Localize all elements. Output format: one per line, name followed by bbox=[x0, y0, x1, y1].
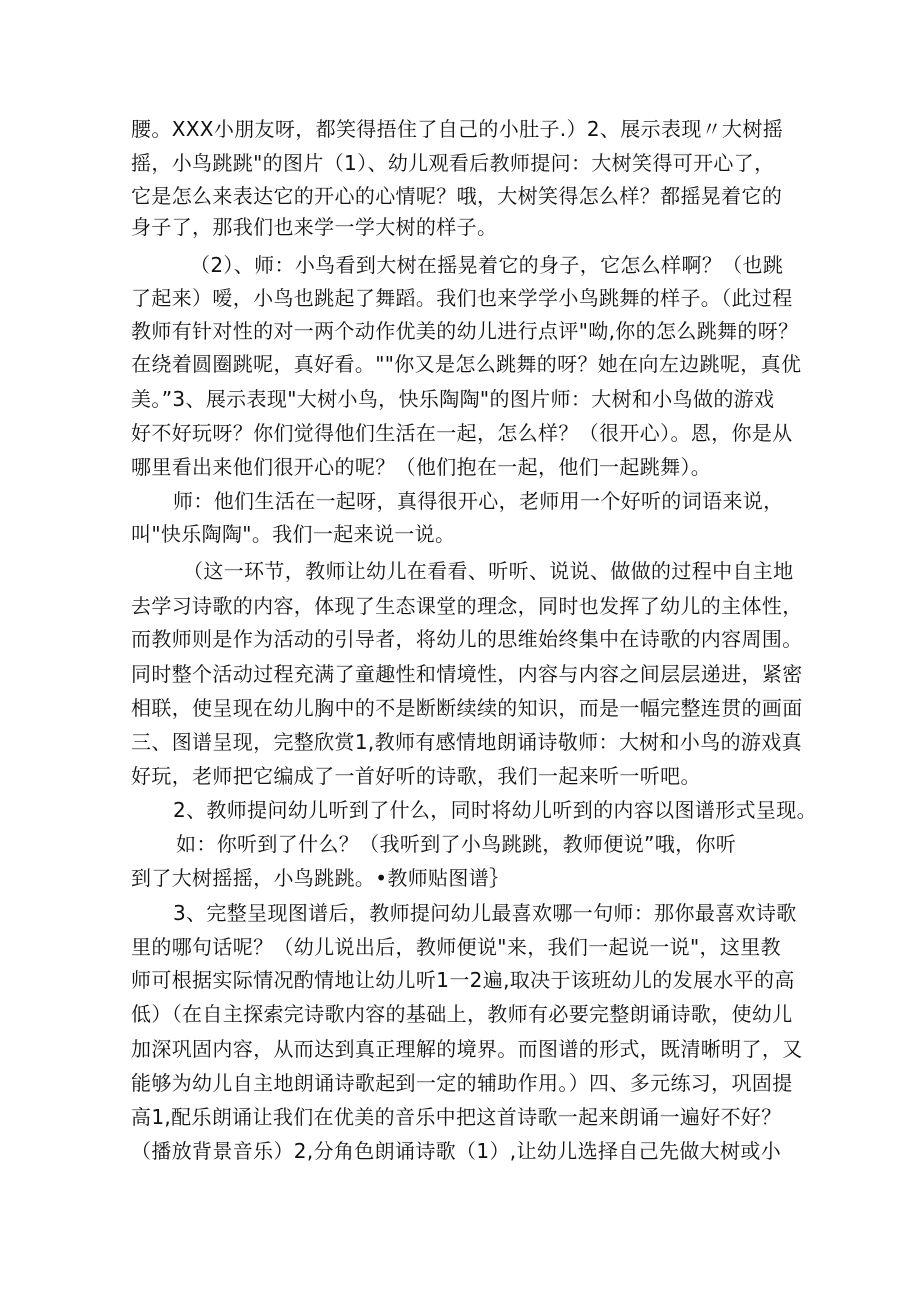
text-line: 好玩，老师把它编成了一首好听的诗歌，我们一起来听一听吧。 bbox=[131, 764, 701, 788]
text-line: 相联，使呈现在幼儿胸中的不是断断续续的知识，而是一幅完整连贯的画面 bbox=[131, 696, 803, 720]
text-line: （2）、师：小鸟看到大树在摇晃着它的身子，它怎么样啊？（也跳 bbox=[190, 253, 784, 277]
text-line: 师可根据实际情况酌情地让幼儿听1一2遍,取决于该班幼儿的发展水平的高 bbox=[131, 968, 795, 992]
text-line: 去学习诗歌的内容，体现了生态课堂的理念，同时也发挥了幼儿的主体性， bbox=[131, 594, 803, 618]
text-line: （这一环节，教师让幼儿在看看、听听、说说、做做的过程中自主地 bbox=[183, 559, 794, 583]
text-line: 腰。XXX小朋友呀，都笑得捂住了自己的小肚子.）2、展示表现〃大树摇 bbox=[131, 117, 784, 141]
text-line: 师：他们生活在一起呀，真得很开心，老师用一个好听的词语来说， bbox=[173, 489, 784, 513]
text-line: 了起来）嗳，小鸟也跳起了舞蹈。我们也来学学小鸟跳舞的样子。（此过程 bbox=[131, 286, 793, 310]
text-line: 同时整个活动过程充满了童趣性和情境性，内容与内容之间层层递进，紧密 bbox=[131, 662, 803, 686]
text-line: 高1,配乐朗诵让我们在优美的音乐中把这首诗歌一起来朗诵一遍好不好？ bbox=[131, 1105, 782, 1129]
text-line: 三、图谱呈现，完整欣赏1,教师有感情地朗诵诗敬师：大树和小鸟的游戏真 bbox=[131, 730, 802, 754]
text-line: 到了大树摇摇，小鸟跳跳。•教师贴图谱｝ bbox=[131, 866, 510, 890]
text-line: 低）（在自主探索完诗歌内容的基础上，教师有必要完整朗诵诗歌，使幼儿 bbox=[131, 1002, 793, 1026]
text-line: 摇，小鸟跳跳"的图片（1）、幼儿观看后教师提问：大树笑得可开心了， bbox=[131, 151, 775, 175]
text-line: 叫"快乐陶陶"。我们一起来说一说。 bbox=[131, 522, 456, 546]
text-line: 如：你听到了什么？（我听到了小鸟跳跳，教师便说”哦，你听 bbox=[176, 832, 737, 856]
text-line: 里的哪句话呢？（幼儿说出后，教师便说"来，我们一起说一说"，这里教 bbox=[131, 935, 781, 959]
text-line: 加深巩固内容，从而达到真正理解的境界。而图谱的形式，既清晰明了，又 bbox=[131, 1037, 803, 1061]
text-line: 教师有针对性的对一两个动作优美的幼儿进行点评"呦,你的怎么跳舞的呀？ bbox=[131, 319, 799, 343]
text-line: 好不好玩呀？你们觉得他们生活在一起，怎么样？（很开心）。恩，你是从 bbox=[131, 421, 793, 445]
text-line: 身子了，那我们也来学一学大树的样子。 bbox=[131, 215, 498, 239]
text-line: 美。”3、展示表现"大树小鸟，快乐陶陶"的图片师：大树和小鸟做的游戏 bbox=[131, 387, 775, 411]
text-line: 2、教师提问幼儿听到了什么，同时将幼儿听到的内容以图谱形式呈现。 bbox=[173, 798, 817, 822]
text-line: 它是怎么来表达它的开心的心情呢？哦，大树笑得怎么样？都摇晃着它的 bbox=[131, 184, 783, 208]
text-line: 在绕着圆圈跳呢，真好看。""你又是怎么跳舞的呀？她在向左边跳呢，真优 bbox=[131, 352, 802, 376]
text-line: 3、完整呈现图谱后，教师提问幼儿最喜欢哪一句师：那你最喜欢诗歌 bbox=[173, 901, 797, 925]
text-line: 能够为幼儿自主地朗诵诗歌起到一定的辅助作用。）四、多元练习，巩固提 bbox=[131, 1071, 793, 1095]
text-line: （播放背景音乐）2,分角色朗诵诗歌（1）,让幼儿选择自己先做大树或小 bbox=[131, 1139, 782, 1163]
text-line: 而教师则是作为活动的引导者，将幼儿的思维始终集中在诗歌的内容周围。 bbox=[131, 627, 803, 651]
text-line: 哪里看出来他们很开心的呢？（他们抱在一起，他们一起跳舞）。 bbox=[131, 455, 712, 479]
